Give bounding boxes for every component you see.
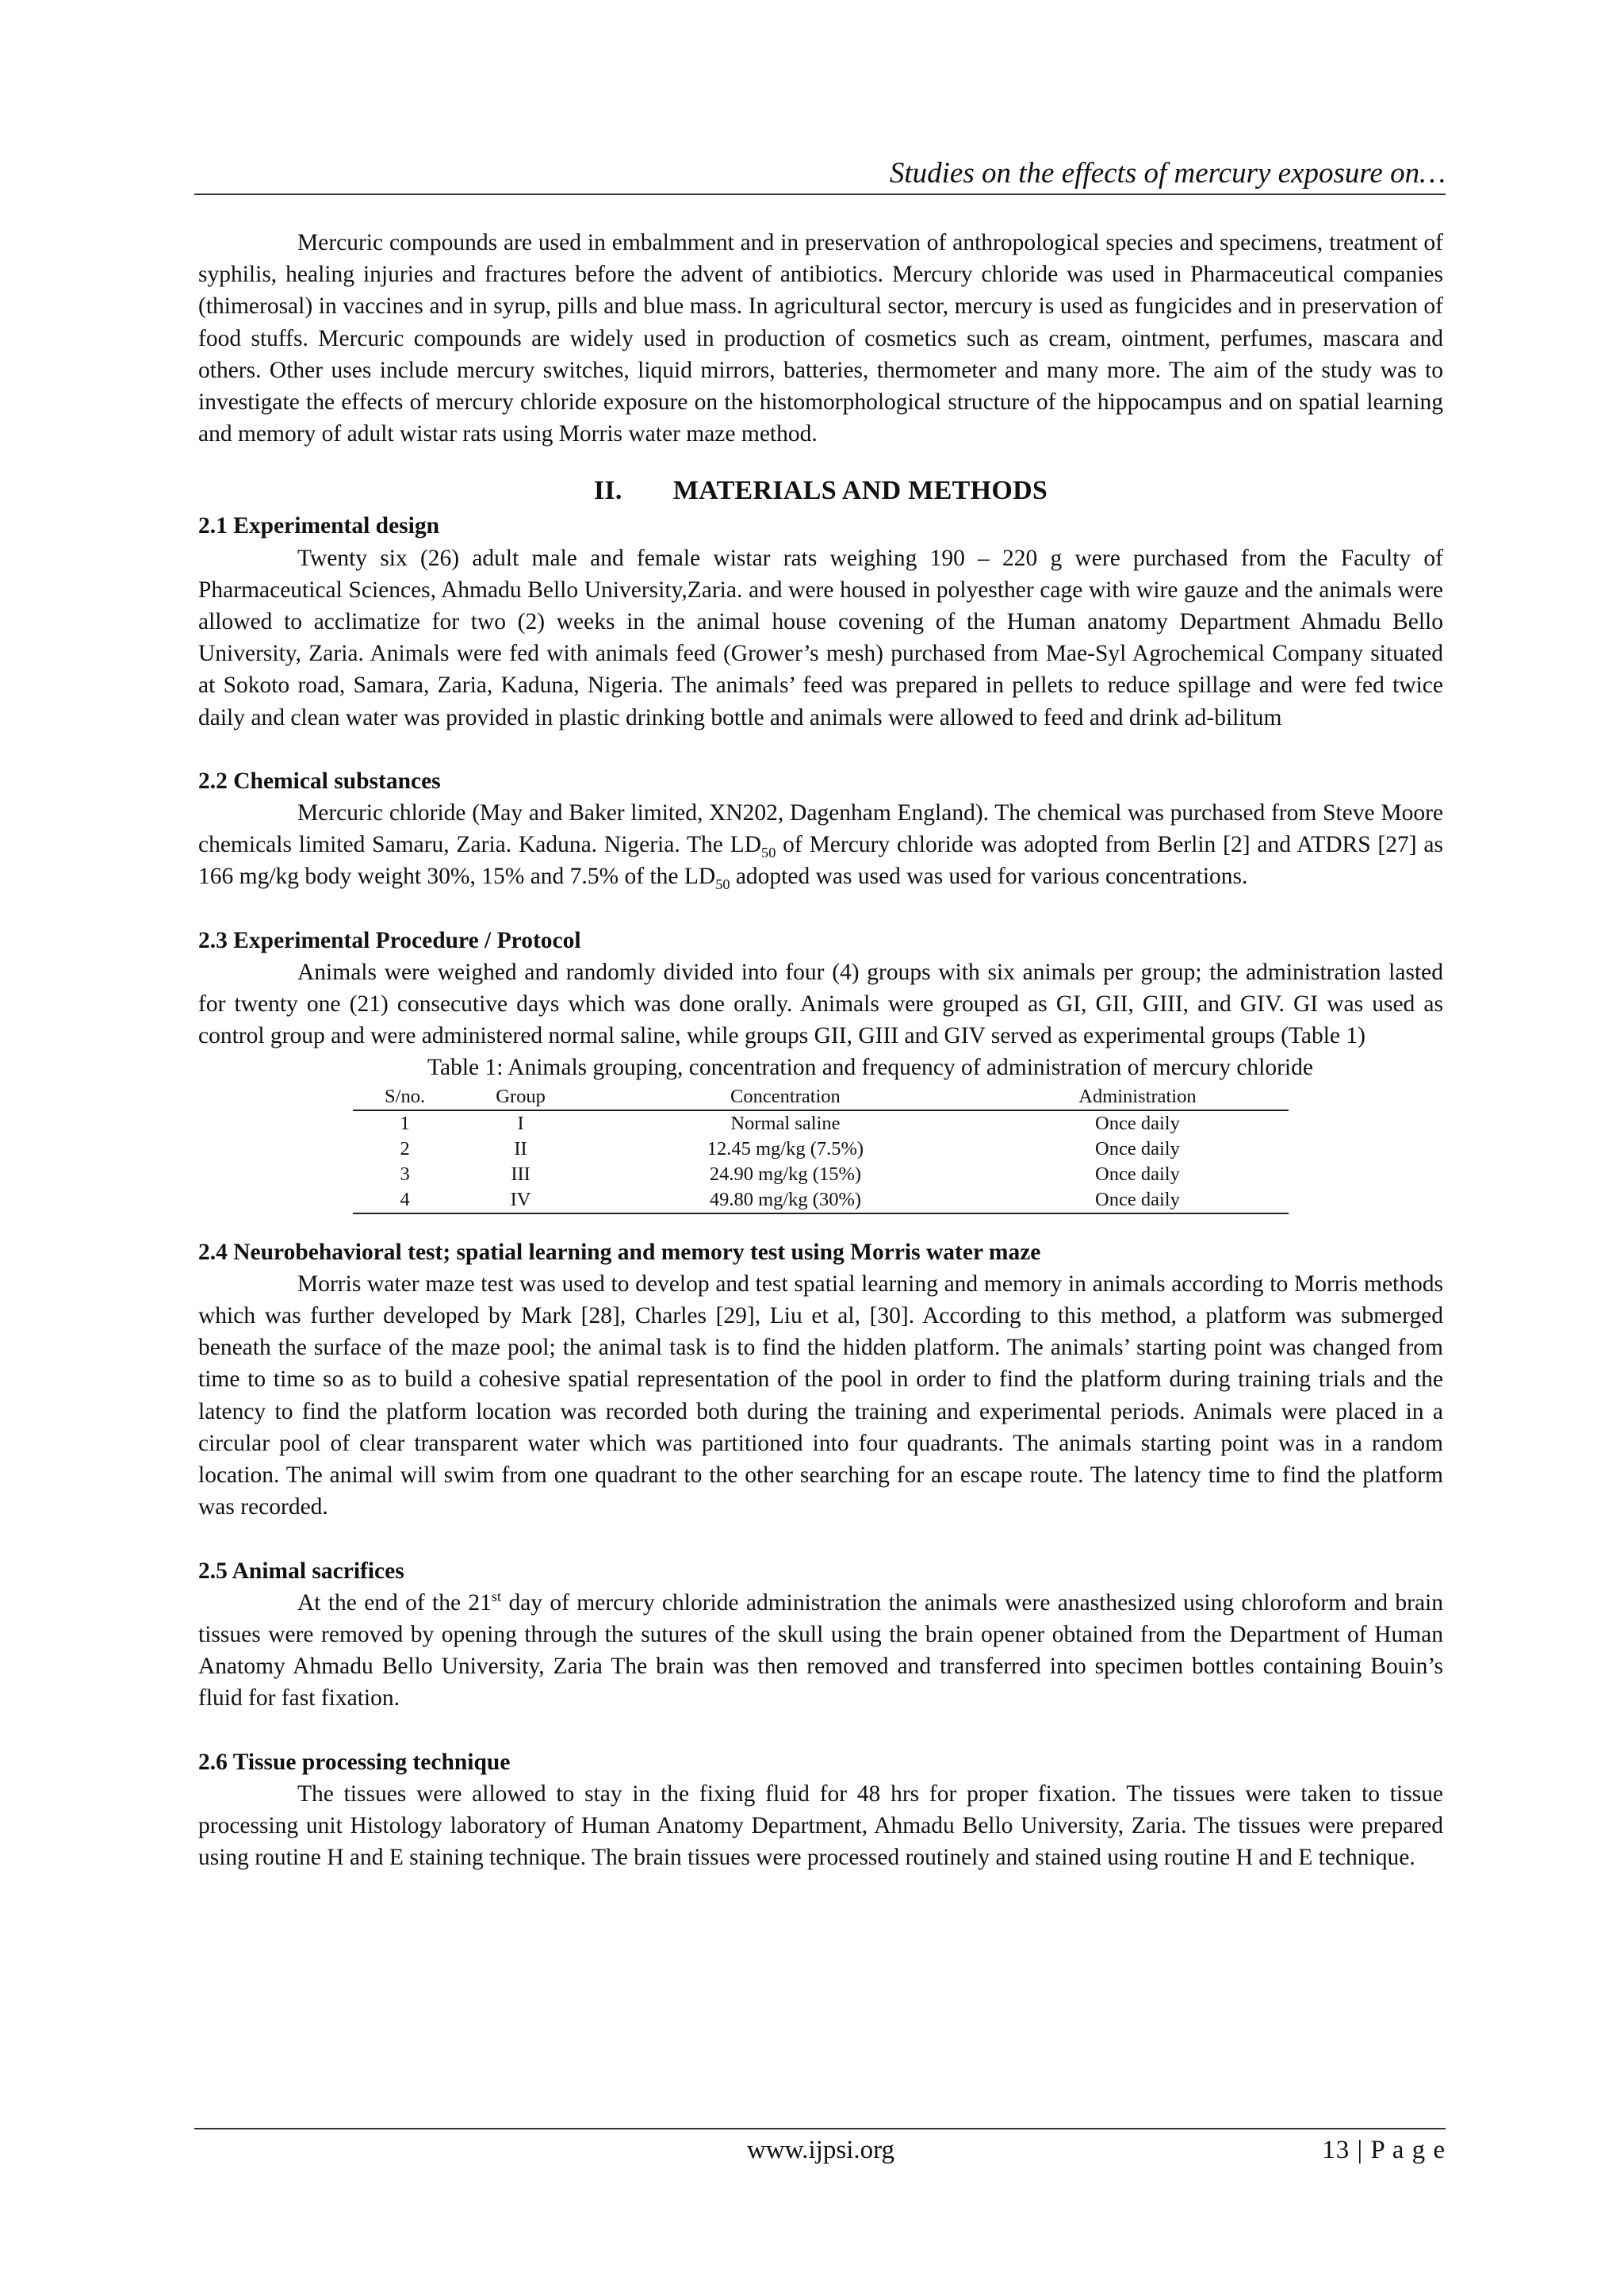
table-cell: 49.80 mg/kg (30%) [584, 1187, 986, 1213]
table-cell: III [511, 1163, 530, 1185]
subsection-heading-2-6: 2.6 Tissue processing technique [198, 1749, 511, 1775]
subsection-heading-2-1: 2.1 Experimental design [198, 513, 440, 539]
table-cell: 1 [400, 1112, 410, 1134]
paragraph-2-1: Twenty six (26) adult male and female wistar rats weighing 190 – 220 g were purchased from the Faculty of Pharmaceutical Sciences, Ahmadu Bello University,Zaria. and were housed in polyesther cage with wire gauze and the animals were allowed to acclimatize for two (2) weeks in the animal house covening of the Human anatomy Department Ahmadu Bello University, Zaria. Animals were fed with animals feed (Grower’s mesh) purchased from Mae-Syl Agrochemical Company situated at Sokoto road, Samara, Zaria, Kaduna, Nigeria. The animals’ feed was prepared in pellets to reduce spillage and were fed twice daily and clean water was provided in plastic drinking bottle and animals were allowed to feed and drink ad-bilitum [198, 545, 1443, 730]
footer-rule [194, 2128, 1446, 2129]
table-caption: Table 1: Animals grouping, concentration and frequency of administration of mercury chloride [427, 1055, 1313, 1081]
paragraph-2-3: Animals were weighed and randomly divided into four (4) groups with six animals per group; the administration lasted for twenty one (21) consecutive days which was done orally. Animals were grouped as GI, GII, GIII, and GIV. GI was used as control group and were administered normal saline, while groups GII, GIII and GIV served as experimental groups (Table 1) [198, 959, 1443, 1049]
table-cell: I [517, 1112, 524, 1134]
table-cell: Normal saline [730, 1112, 841, 1134]
table-cell: 3 [400, 1163, 410, 1185]
subsection-heading-2-3: 2.3 Experimental Procedure / Protocol [198, 927, 581, 953]
table-cell: Once daily [1095, 1137, 1180, 1159]
intro-paragraph: Mercuric compounds are used in embalmment and in preservation of anthropological species and specimens, treatment of syphilis, healing injuries and fractures before the advent of antibiotics. Mercury chloride was used in Pharmaceutical companies (thimerosal) in vaccines and in syrup, pills and blue mass. In agricultural sector, mercury is used as fungicides and in preservation of food stuffs. Mercuric compounds are widely used in production of cosmetics such as cream, ointment, perfumes, mascara and others. Other uses include mercury switches, liquid mirrors, batteries, thermometer and many more. The aim of the study was to investigate the effects of mercury chloride exposure on the histomorphological structure of the hippocampus and on spatial learning and memory of adult wistar rats using Morris water maze method. [198, 230, 1443, 447]
section-heading [198, 473, 1443, 508]
table-cell: 2 [400, 1137, 410, 1159]
page-body [198, 227, 1443, 1873]
footer-page-number: 13 | P a g e [1322, 2136, 1446, 2164]
grouping-table [353, 1084, 1289, 1214]
table-cell: II [514, 1137, 527, 1159]
section-number: II. [593, 476, 622, 506]
table-header-row [353, 1084, 1289, 1110]
table-cell: 12.45 mg/kg (7.5%) [707, 1137, 864, 1159]
subsection-heading-2-5: 2.5 Animal sacrifices [198, 1558, 404, 1584]
table-cell: Once daily [1095, 1112, 1180, 1134]
subscript-ld50: 50 [761, 845, 776, 861]
column-header: Administration [986, 1084, 1289, 1110]
column-header: Concentration [584, 1084, 986, 1110]
table-row [353, 1137, 1289, 1162]
footer-website: www.ijpsi.org [746, 2136, 895, 2164]
table-cell: IV [457, 1187, 584, 1213]
header-rule [194, 194, 1446, 195]
column-header: Group [457, 1084, 584, 1110]
column-header: S/no. [353, 1084, 457, 1110]
table-cell: 24.90 mg/kg (15%) [709, 1163, 862, 1185]
superscript-st: st [491, 1588, 502, 1604]
paragraph-2-5: At the end of the 21st day of mercury chloride administration the animals were anasthesized using chloroform and brain tissues were removed by opening through the sutures of the skull using the brain opener obtained from the Department of Human Anatomy Ahmadu Bello University, Zaria The brain was then removed and transferred into specimen bottles containing Bouin’s fluid for fast fixation. [198, 1588, 1443, 1711]
section-title: MATERIALS AND METHODS [672, 476, 1048, 506]
table-cell: Once daily [1095, 1163, 1180, 1185]
table-row [353, 1162, 1289, 1187]
subsection-heading-2-2: 2.2 Chemical substances [198, 768, 441, 794]
subsection-heading-2-4: 2.4 Neurobehavioral test; spatial learning and memory test using Morris water maze [198, 1239, 1041, 1265]
table-cell: Once daily [986, 1187, 1289, 1213]
table-row [353, 1187, 1289, 1213]
paragraph-2-6: The tissues were allowed to stay in the fixing fluid for 48 hrs for proper fixation. The tissues were taken to tissue processing unit Histology laboratory of Human Anatomy Department, Ahmadu Bello University, Zaria. The tissues were prepared using routine H and E staining technique. The brain tissues were processed routinely and stained using routine H and E technique. [198, 1780, 1443, 1871]
table-cell: 4 [353, 1187, 457, 1213]
paragraph-2-4: Morris water maze test was used to develop and test spatial learning and memory in animals according to Morris methods which was further developed by Mark [28], Charles [29], Liu et al, [30]. According to this method, a platform was submerged beneath the surface of the maze pool; the animal task is to find the hidden platform. The animals’ starting point was changed from time to time so as to build a cohesive spatial representation of the pool in order to find the platform during training trials and the latency to find the platform location was recorded both during the training and experimental periods. Animals were placed in a circular pool of clear transparent water which was partitioned into four quadrants. The animals starting point was in a random location. The animal will swim from one quadrant to the other searching for an escape route. The latency time to find the platform was recorded. [198, 1271, 1443, 1520]
subscript-ld50: 50 [715, 876, 730, 893]
paragraph-2-2: Mercuric chloride (May and Baker limited, XN202, Dagenham England). The chemical was purchased from Steve Moore chemicals limited Samaru, Zaria. Kaduna. Nigeria. The $LD_{50}$ of Mercury chloride was adopted from Berlin [2] and ATDRS [27] as 166 mg/kg body weight 30%, 15% and 7.5% of the $LD_{50}$ adopted was used was used for various concentrations. [198, 800, 1443, 893]
table-row [353, 1110, 1289, 1137]
running-header: Studies on the effects of mercury exposure on… [889, 157, 1446, 190]
